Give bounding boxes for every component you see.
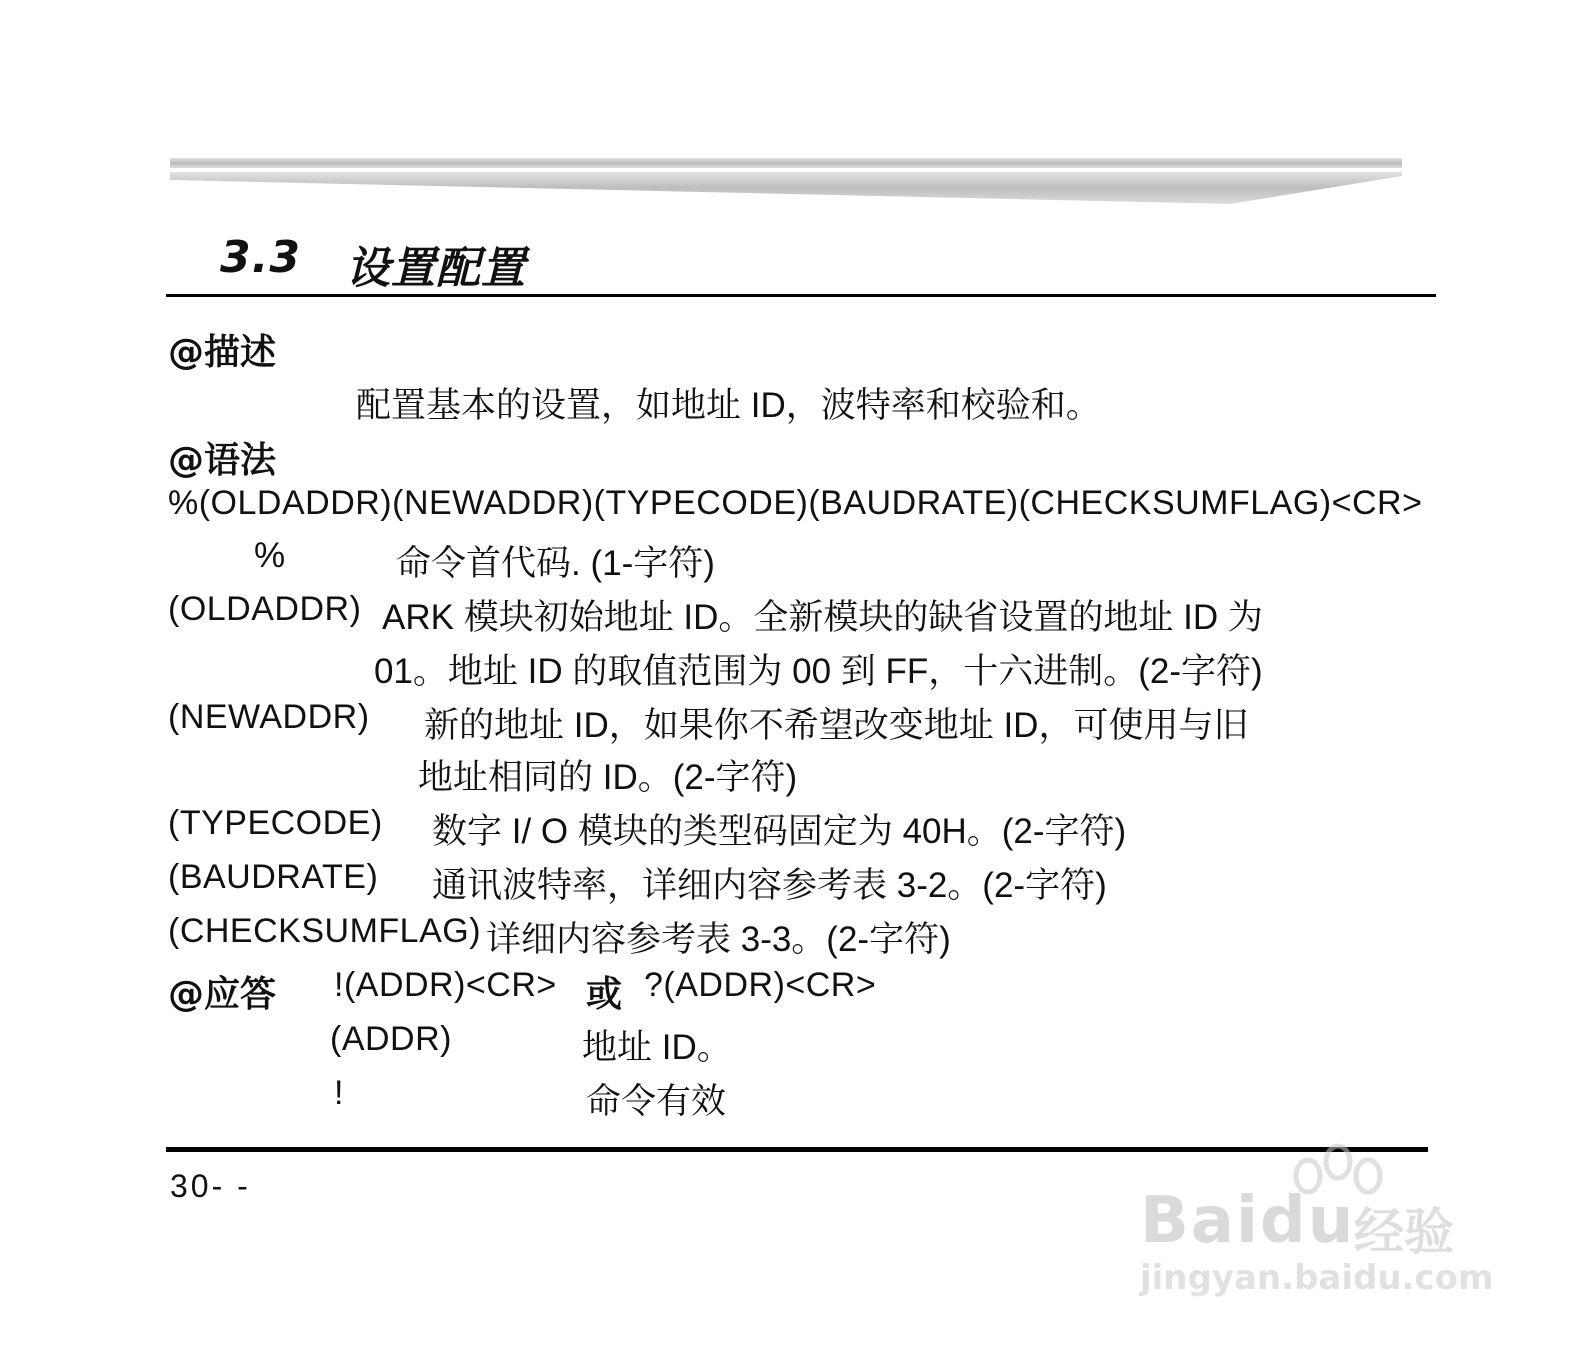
param-name: (TYPECODE) (168, 804, 383, 842)
response-heading: @应答 (168, 974, 277, 1015)
param-desc-cont: 地址相同的 ID。(2-字符) (418, 758, 798, 797)
syntax-command: %(OLDADDR)(NEWADDR)(TYPECODE)(BAUDRATE)(CHECKSUMFLAG)<CR> (168, 484, 1423, 522)
page-title: 设置配置 (346, 243, 526, 294)
baidu-jingyan-watermark (1128, 1140, 1498, 1310)
description-heading: @描述 (168, 332, 277, 373)
param-desc: 命令首代码. (1-字符) (396, 544, 715, 583)
syntax-heading: @语法 (168, 440, 277, 481)
response-item-name: (ADDR) (330, 1020, 452, 1058)
response-format-ok: !(ADDR)<CR> (334, 966, 557, 1004)
param-desc: 数字 I/ O 模块的类型码固定为 40H。(2-字符) (432, 812, 1127, 851)
response-or: 或 (586, 974, 623, 1015)
watermark-url: jingyan.baidu.com (1140, 1258, 1494, 1298)
response-item-desc: 地址 ID。 (582, 1028, 732, 1067)
param-name: (NEWADDR) (168, 698, 370, 736)
section-number: 3.3 (220, 232, 301, 283)
description-text: 配置基本的设置，如地址 ID，波特率和校验和。 (356, 386, 1101, 425)
param-desc: ARK 模块初始地址 ID。全新模块的缺省设置的地址 ID 为 (382, 598, 1263, 637)
watermark-cn: 经验 (1354, 1203, 1454, 1261)
response-item-name: ! (334, 1074, 344, 1112)
header-decorative-band (170, 158, 1432, 210)
watermark-logo: Baidu (1140, 1184, 1356, 1258)
param-desc: 详细内容参考表 3-3。(2-字符) (486, 920, 951, 959)
param-name: (OLDADDR) (168, 590, 362, 628)
param-desc: 通讯波特率，详细内容参考表 3-2。(2-字符) (432, 866, 1107, 905)
page-number: 30- - (170, 1168, 251, 1204)
param-name: (BAUDRATE) (168, 858, 379, 896)
response-item-desc: 命令有效 (586, 1082, 727, 1121)
param-name: (CHECKSUMFLAG) (168, 912, 482, 950)
title-rule (166, 294, 1436, 297)
response-format-err: ?(ADDR)<CR> (644, 966, 877, 1004)
param-name: % (254, 536, 286, 575)
param-desc: 新的地址 ID，如果你不希望改变地址 ID，可使用与旧 (424, 706, 1249, 745)
param-desc-cont: 01。地址 ID 的取值范围为 00 到 FF，十六进制。(2-字符) (374, 652, 1263, 691)
